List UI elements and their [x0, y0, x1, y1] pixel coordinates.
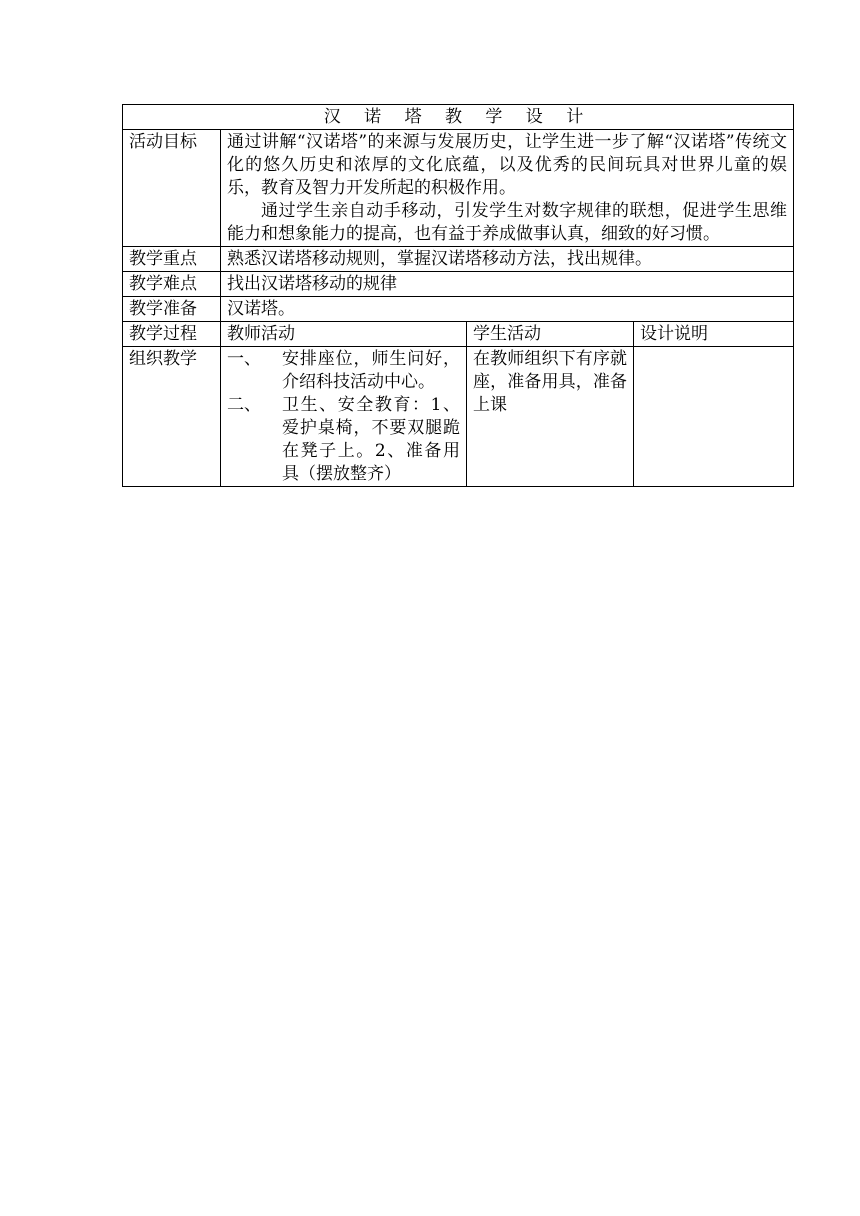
key-point-row	[123, 247, 794, 272]
goal-paragraph-2: 通过学生亲自动手移动，引发学生对数字规律的联想，促进学生思维能力和想象能力的提高，也有益于养成做事认真，细致的好习惯。	[227, 201, 787, 244]
goal-paragraph-1: 通过讲解“汉诺塔”的来源与发展历史，让学生进一步了解“汉诺塔”传统文化的悠久历史和浓厚的文化底蕴，以及优秀的民间玩具对世界儿童的娱乐，教育及智力开发所起的积极作用。	[227, 132, 787, 198]
preparation-content: 汉诺塔。	[221, 297, 794, 322]
organize-label: 组织教学	[123, 347, 221, 487]
difficulty-label: 教学难点	[123, 272, 221, 297]
teacher-item-2	[227, 394, 460, 486]
preparation-row	[123, 297, 794, 322]
table-title: 汉 诺 塔 教 学 设 计	[123, 105, 794, 130]
goal-content	[221, 130, 794, 247]
teacher-item-1-number: 一、	[227, 349, 261, 369]
teacher-item-2-text: 卫生、安全教育：1、爱护桌椅，不要双腿跪在凳子上。2、准备用具（摆放整齐）	[282, 395, 460, 484]
student-activity-cell: 在教师组织下有序就座，准备用具，准备上课	[467, 347, 634, 487]
difficulty-row	[123, 272, 794, 297]
design-notes-header: 设计说明	[634, 322, 794, 347]
lesson-plan-table	[122, 104, 794, 487]
title-row	[123, 105, 794, 130]
teacher-activity-header: 教师活动	[221, 322, 467, 347]
teacher-item-1	[227, 348, 460, 394]
process-header-row	[123, 322, 794, 347]
teacher-item-1-text: 安排座位，师生问好，介绍科技活动中心。	[282, 349, 460, 392]
organize-row	[123, 347, 794, 487]
teacher-item-2-number: 二、	[227, 395, 261, 415]
teacher-activity-cell	[221, 347, 467, 487]
difficulty-content: 找出汉诺塔移动的规律	[221, 272, 794, 297]
key-point-content: 熟悉汉诺塔移动规则，掌握汉诺塔移动方法，找出规律。	[221, 247, 794, 272]
design-notes-cell	[634, 347, 794, 487]
goal-row	[123, 130, 794, 247]
key-point-label: 教学重点	[123, 247, 221, 272]
goal-label: 活动目标	[123, 130, 221, 247]
process-label: 教学过程	[123, 322, 221, 347]
student-activity-header: 学生活动	[467, 322, 634, 347]
preparation-label: 教学准备	[123, 297, 221, 322]
